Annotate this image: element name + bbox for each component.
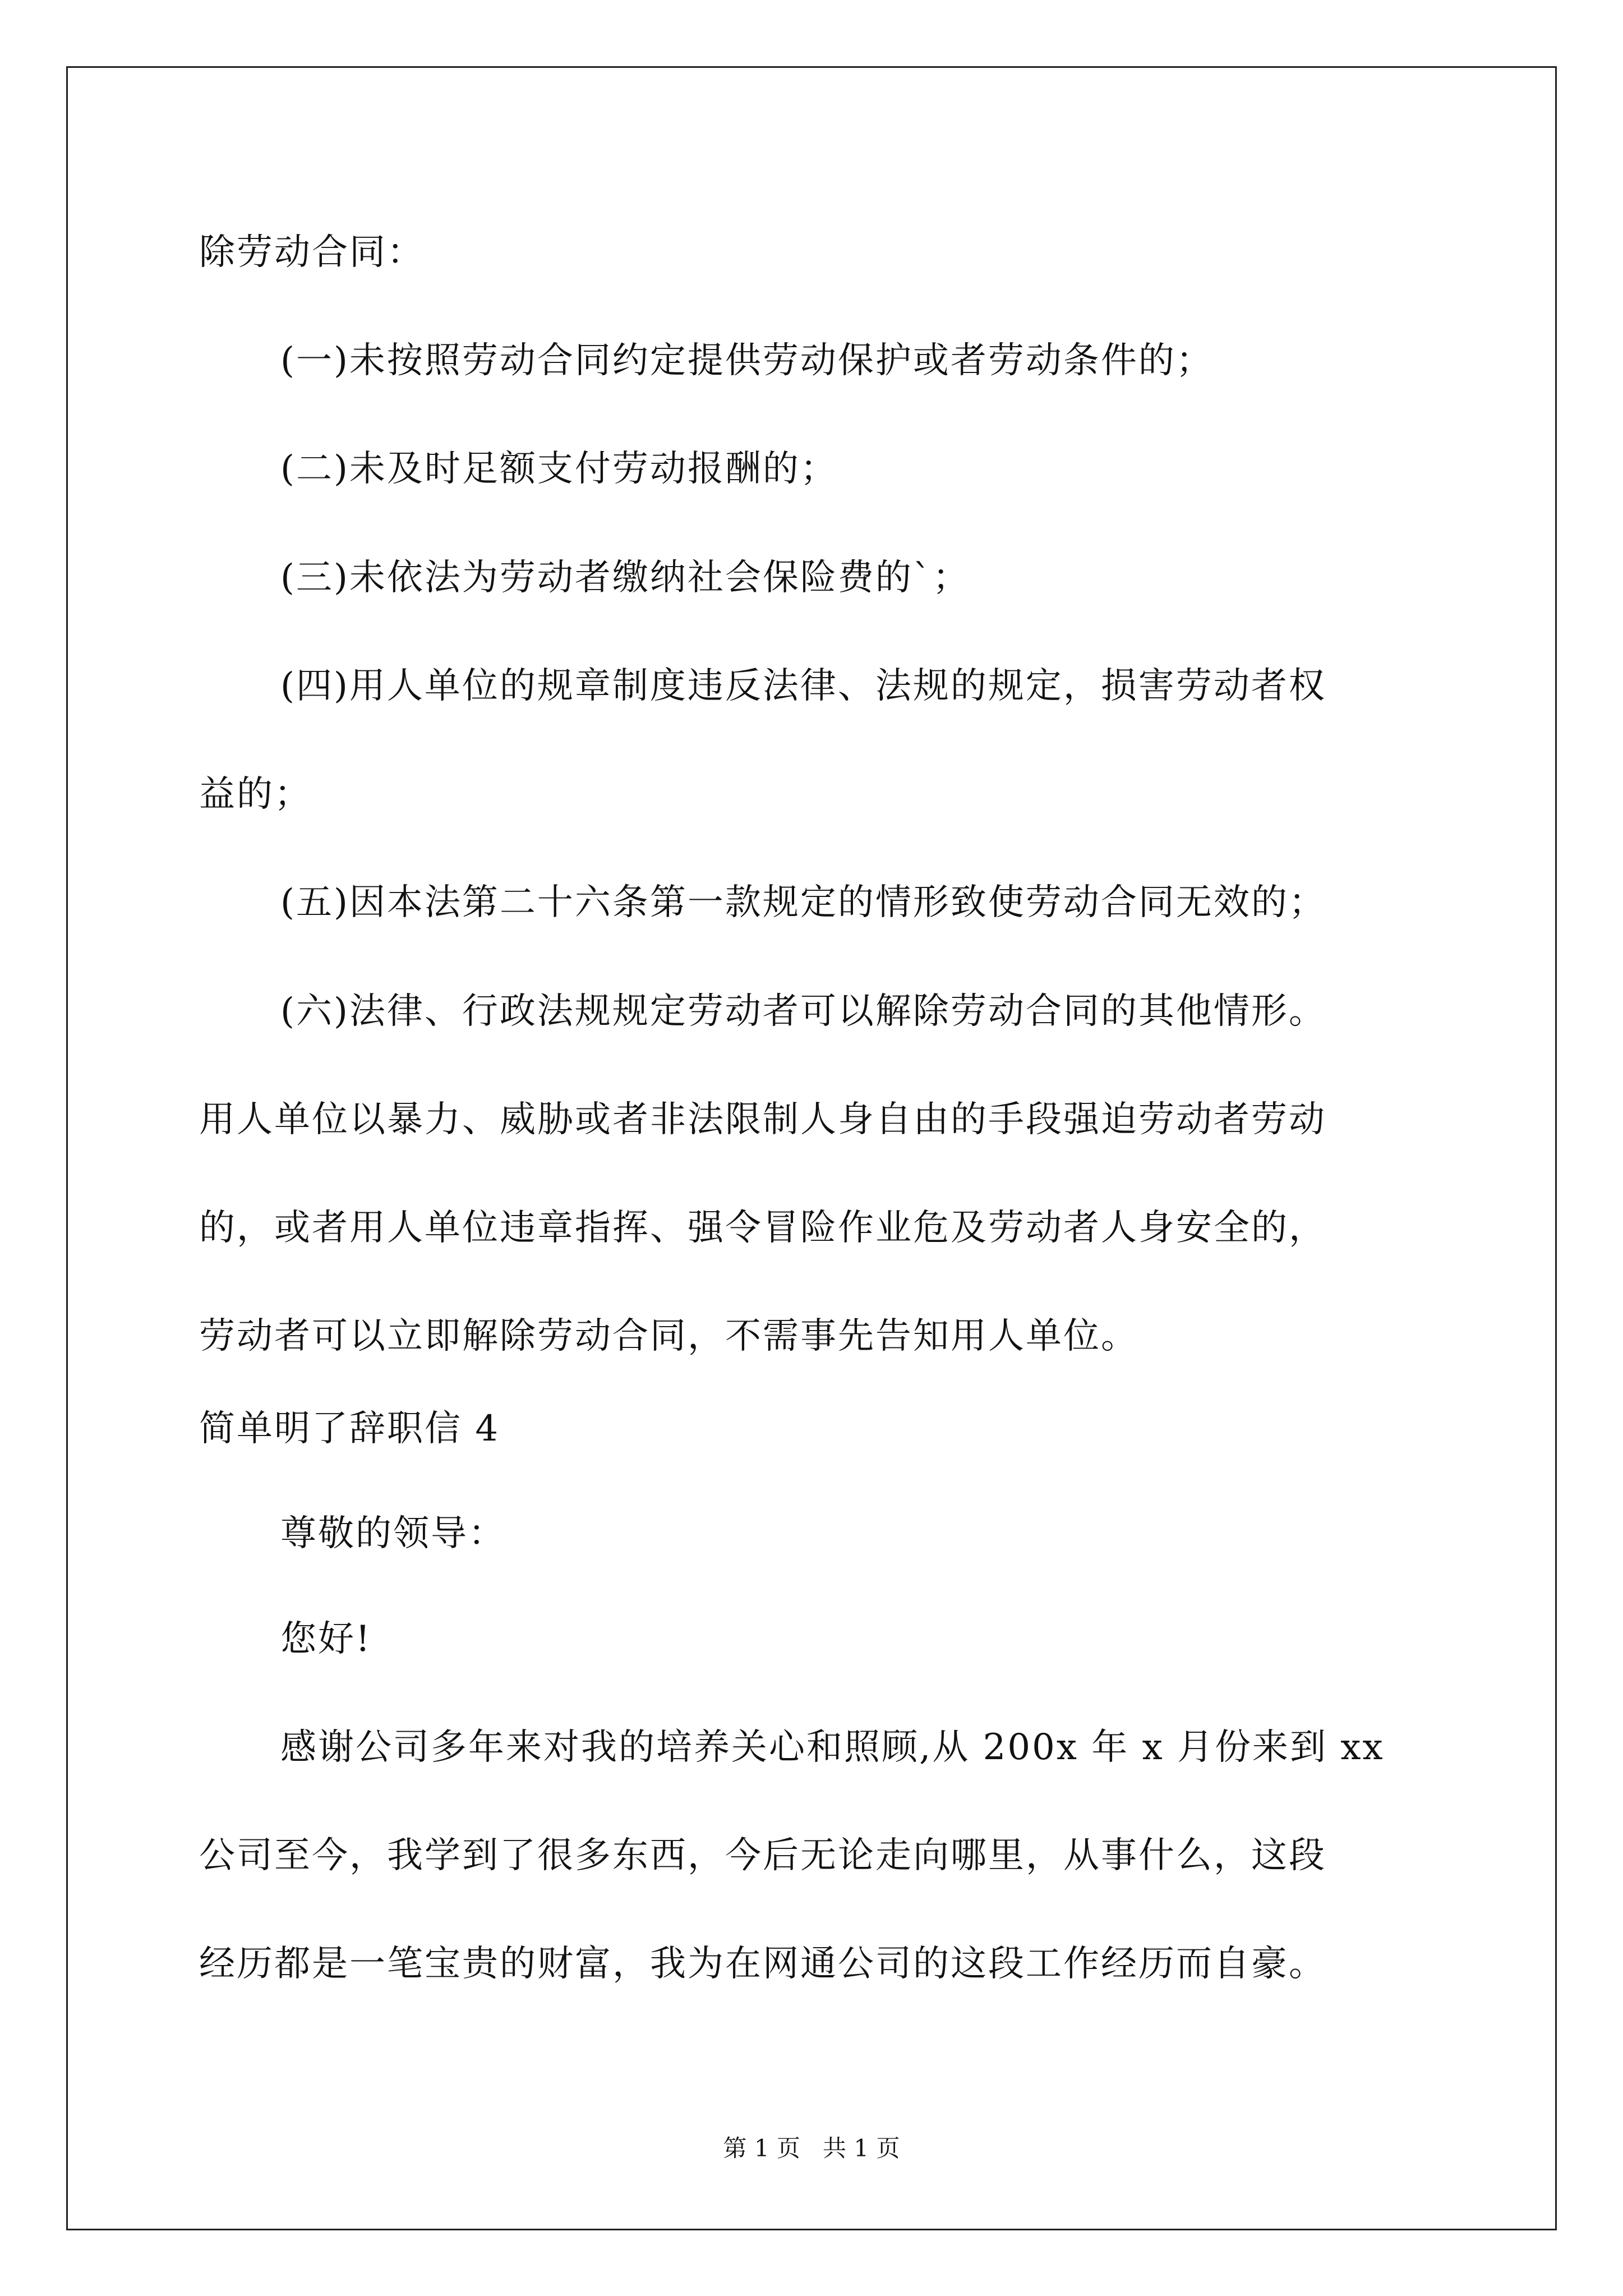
list-item-5: (五)因本法第二十六条第一款规定的情形致使劳动合同无效的；	[280, 882, 1326, 923]
list-item-6: (六)法律、行政法规规定劳动者可以解除劳动合同的其他情形。	[280, 991, 1326, 1032]
page-number-footer: 第 1 页 共 1 页	[723, 2134, 900, 2162]
letter-paragraph-line: 公司至今，我学到了很多东西，今后无论走向哪里，从事什么，这段	[199, 1835, 1326, 1876]
list-item-1: (一)未按照劳动合同约定提供劳动保护或者劳动条件的；	[280, 340, 1214, 381]
list-item-2: (二)未及时足额支付劳动报酬的；	[280, 448, 838, 490]
list-item-4-continued: 益的；	[199, 774, 312, 815]
letter-paragraph-line: 经历都是一笔宝贵的财富，我为在网通公司的这段工作经历而自豪。	[199, 1943, 1326, 1985]
page-border	[66, 66, 1557, 2230]
list-item-3: (三)未依法为劳动者缴纳社会保险费的`；	[280, 557, 970, 599]
letter-salutation: 尊敬的领导：	[280, 1513, 506, 1554]
body-text-line: 的，或者用人单位违章指挥、强令冒险作业危及劳动者人身安全的，	[199, 1207, 1326, 1249]
letter-greeting: 您好!	[280, 1618, 372, 1660]
body-text-line: 劳动者可以立即解除劳动合同，不需事先告知用人单位。	[199, 1315, 1138, 1357]
body-text-line: 用人单位以暴力、威胁或者非法限制人身自由的手段强迫劳动者劳动	[199, 1099, 1326, 1140]
body-text-line: 除劳动合同：	[199, 232, 425, 273]
letter-paragraph-line: 感谢公司多年来对我的培养关心和照顾,从 200x 年 x 月份来到 xx	[280, 1727, 1385, 1768]
list-item-4: (四)用人单位的规章制度违反法律、法规的规定，损害劳动者权	[280, 665, 1326, 707]
section-heading: 简单明了辞职信 4	[199, 1408, 500, 1450]
